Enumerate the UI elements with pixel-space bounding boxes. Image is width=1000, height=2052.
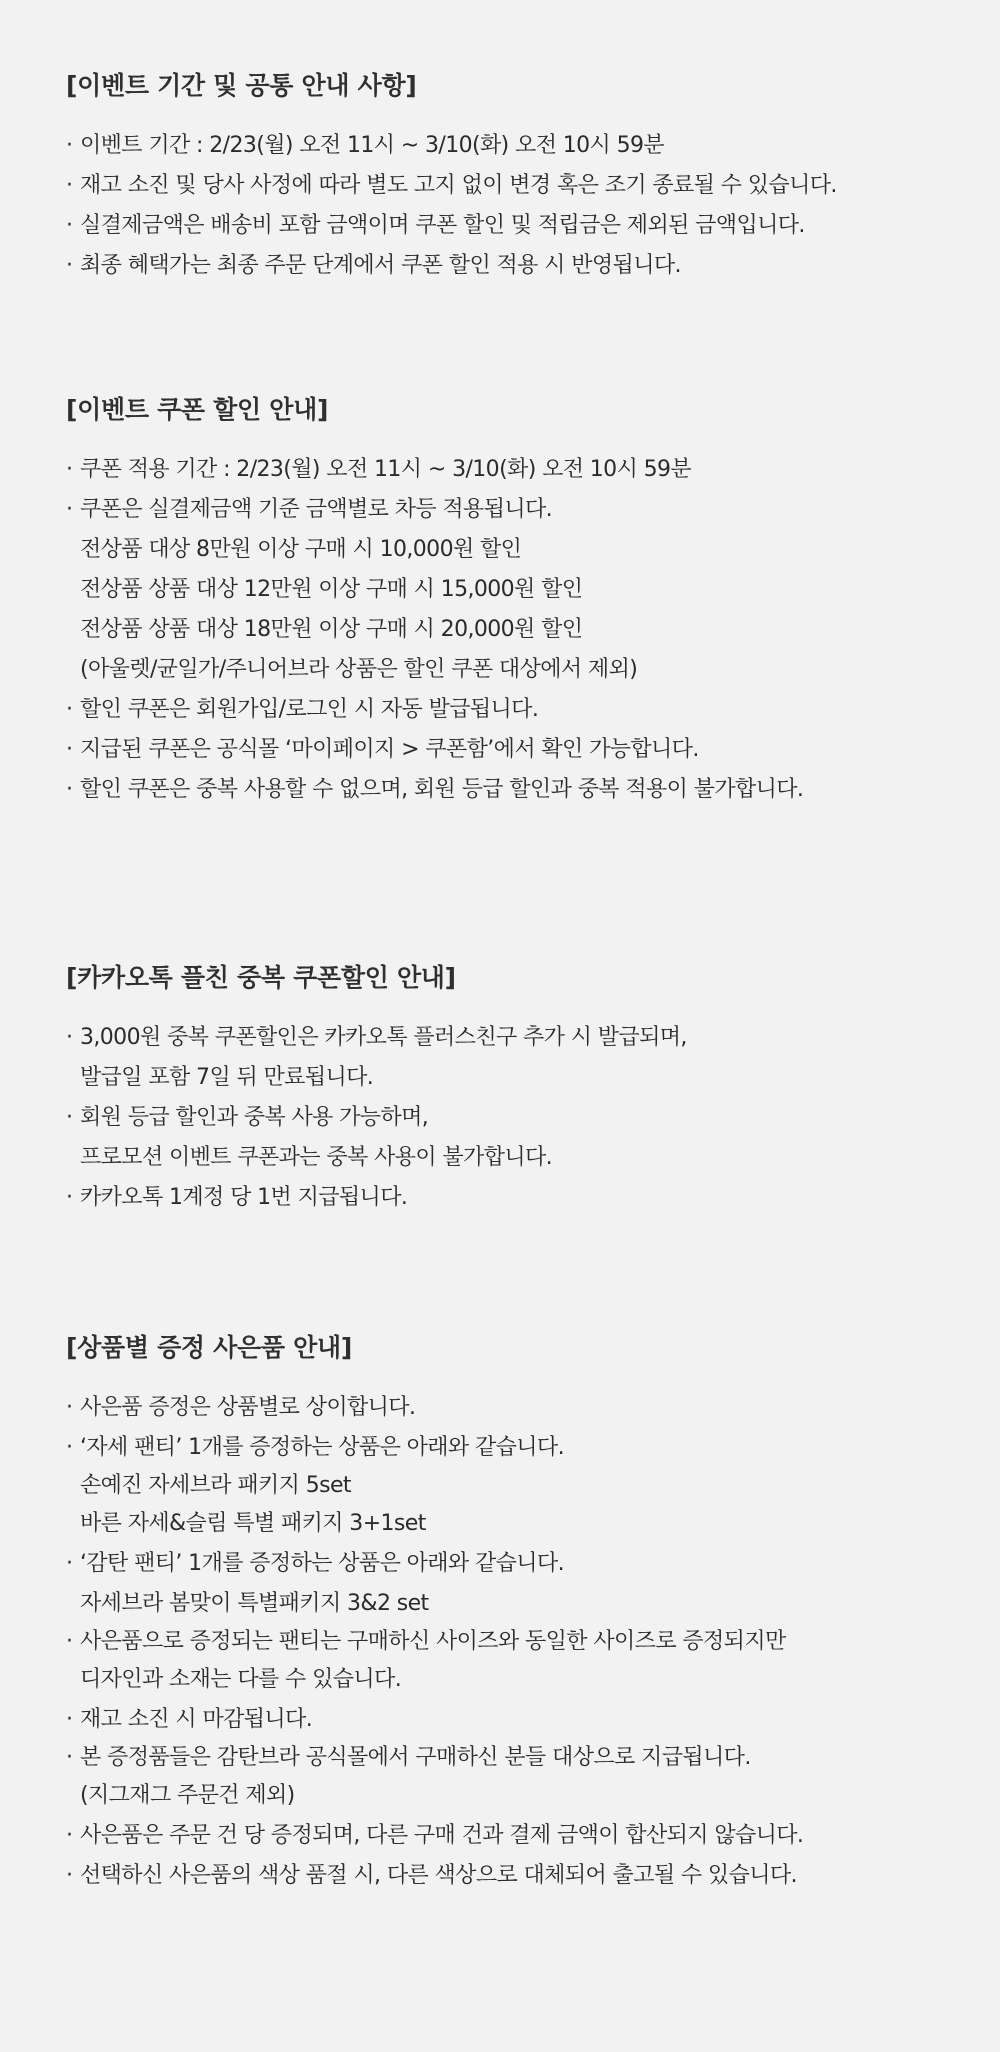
- bullet-dot: ·: [66, 1185, 73, 1210]
- list-item: · 할인 쿠폰은 회원가입/로그인 시 자동 발급됩니다.: [66, 690, 966, 730]
- list-subitem: 바른 자세&슬림 특별 패키지 3+1set: [80, 1511, 426, 1536]
- bullet-dot: ·: [66, 133, 73, 158]
- list-subitem: 손예진 자세브라 패키지 5set: [80, 1473, 351, 1498]
- bullet-dot: ·: [66, 1629, 73, 1654]
- bullet-dot: ·: [66, 213, 73, 238]
- list-subitem: 프로모션 이벤트 쿠폰과는 중복 사용이 불가합니다.: [80, 1145, 553, 1170]
- list-item: · 이벤트 기간 : 2/23(월) 오전 11시 ~ 3/10(화) 오전 10시 59분: [66, 126, 966, 166]
- bullet-dot: ·: [66, 1551, 73, 1576]
- list-item: · 지급된 쿠폰은 공식몰 ‘마이페이지 > 쿠폰함’에서 확인 가능합니다.: [66, 730, 966, 770]
- bullet-dot: ·: [66, 737, 73, 762]
- list-subitem: 자세브라 봄맞이 특별패키지 3&2 set: [80, 1591, 429, 1616]
- bullet-dot: ·: [66, 1823, 73, 1848]
- list-subitem: 발급일 포함 7일 뒤 만료됩니다.: [80, 1065, 374, 1090]
- list-item: · 선택하신 사은품의 색상 품절 시, 다른 색상으로 대체되어 출고될 수 있습니다.: [66, 1856, 966, 1896]
- list-item: · 회원 등급 할인과 중복 사용 가능하며,: [66, 1098, 966, 1138]
- list-subitem: 전상품 상품 대상 12만원 이상 구매 시 15,000원 할인: [80, 577, 583, 602]
- list-subitem: 전상품 대상 8만원 이상 구매 시 10,000원 할인: [80, 537, 522, 562]
- bullet-dot: ·: [66, 697, 73, 722]
- bullet-dot: ·: [66, 173, 73, 198]
- bullet-dot: ·: [66, 1745, 73, 1770]
- list-subitem: (아울렛/균일가/주니어브라 상품은 할인 쿠폰 대상에서 제외): [80, 657, 638, 682]
- section-heading: [이벤트 쿠폰 할인 안내]: [66, 395, 329, 424]
- bullet-dot: ·: [66, 777, 73, 802]
- bullet-dot: ·: [66, 1025, 73, 1050]
- bullet-dot: ·: [66, 1395, 73, 1420]
- list-subitem: 디자인과 소재는 다를 수 있습니다.: [80, 1667, 402, 1692]
- section-gift: [66, 1328, 966, 1896]
- list-item: · 재고 소진 시 마감됩니다.: [66, 1700, 966, 1740]
- section-heading: [상품별 증정 사은품 안내]: [66, 1333, 352, 1362]
- list-item: · 쿠폰은 실결제금액 기준 금액별로 차등 적용됩니다.: [66, 490, 966, 530]
- bullet-dot: ·: [66, 1863, 73, 1888]
- section-heading: [이벤트 기간 및 공통 안내 사항]: [66, 71, 417, 100]
- bullet-dot: ·: [66, 457, 73, 482]
- list-subitem: (지그재그 주문건 제외): [80, 1783, 295, 1808]
- section-coupon-discount: [66, 390, 966, 810]
- section-event-period: [66, 66, 966, 286]
- list-subitem: 전상품 상품 대상 18만원 이상 구매 시 20,000원 할인: [80, 617, 583, 642]
- list-item: · 최종 혜택가는 최종 주문 단계에서 쿠폰 할인 적용 시 반영됩니다.: [66, 246, 966, 286]
- list-item: · 본 증정품들은 감탄브라 공식몰에서 구매하신 분들 대상으로 지급됩니다.: [66, 1740, 966, 1776]
- bullet-dot: ·: [66, 253, 73, 278]
- list-item: · ‘자세 팬티’ 1개를 증정하는 상품은 아래와 같습니다.: [66, 1428, 966, 1468]
- list-item: · 카카오톡 1계정 당 1번 지급됩니다.: [66, 1178, 966, 1218]
- list-item: · ‘감탄 팬티’ 1개를 증정하는 상품은 아래와 같습니다.: [66, 1544, 966, 1584]
- bullet-dot: ·: [66, 497, 73, 522]
- bullet-dot: ·: [66, 1435, 73, 1460]
- bullet-dot: ·: [66, 1707, 73, 1732]
- list-item: · 사은품 증정은 상품별로 상이합니다.: [66, 1388, 966, 1428]
- list-item: · 실결제금액은 배송비 포함 금액이며 쿠폰 할인 및 적립금은 제외된 금액입니다.: [66, 206, 966, 246]
- list-item: · 할인 쿠폰은 중복 사용할 수 없으며, 회원 등급 할인과 중복 적용이 불가합니다.: [66, 770, 966, 810]
- section-heading: [카카오톡 플친 중복 쿠폰할인 안내]: [66, 963, 456, 992]
- bullet-dot: ·: [66, 1105, 73, 1130]
- section-kakao-coupon: [66, 958, 966, 1218]
- list-item: · 사은품으로 증정되는 팬티는 구매하신 사이즈와 동일한 사이즈로 증정되지만: [66, 1624, 966, 1660]
- list-item: · 쿠폰 적용 기간 : 2/23(월) 오전 11시 ~ 3/10(화) 오전 10시 59분: [66, 450, 966, 490]
- list-item: · 3,000원 중복 쿠폰할인은 카카오톡 플러스친구 추가 시 발급되며,: [66, 1018, 966, 1058]
- list-item: · 사은품은 주문 건 당 증정되며, 다른 구매 건과 결제 금액이 합산되지 않습니다.: [66, 1816, 966, 1856]
- list-item: · 재고 소진 및 당사 사정에 따라 별도 고지 없이 변경 혹은 조기 종료될 수 있습니다.: [66, 166, 966, 206]
